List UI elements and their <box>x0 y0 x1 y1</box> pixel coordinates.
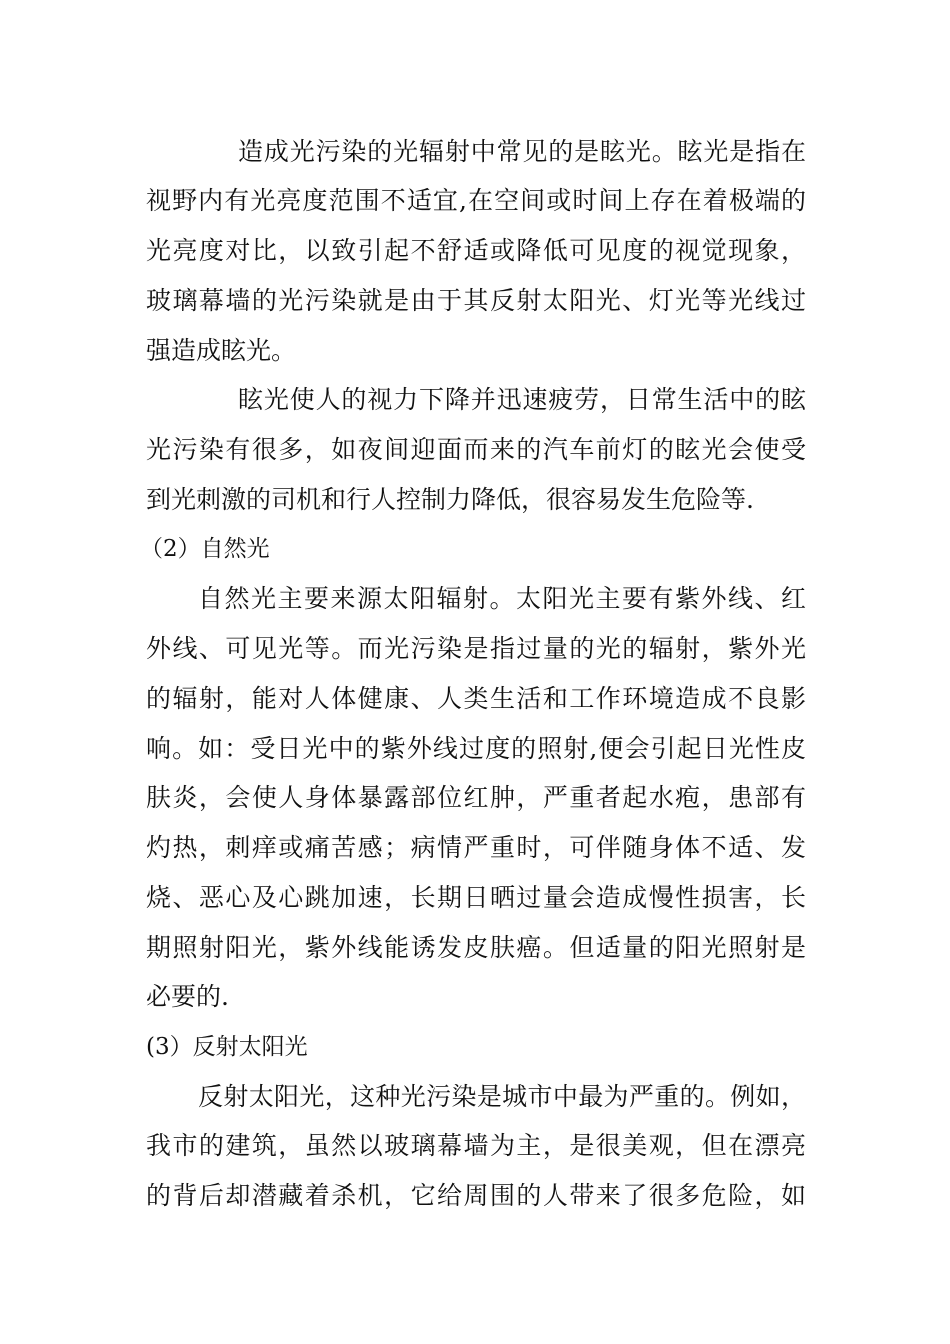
paragraph-line: 响。如：受日光中的紫外线过度的照射,便会引起日光性皮 <box>146 734 806 763</box>
paragraph-line: 光亮度对比，以致引起不舒适或降低可见度的视觉现象， <box>146 236 806 265</box>
paragraph-line: 必要的. <box>146 982 229 1011</box>
paragraph-line: 的辐射，能对人体健康、人类生活和工作环境造成不良影 <box>146 684 806 713</box>
paragraph-line: 的背后却潜藏着杀机，它给周围的人带来了很多危险，如 <box>146 1181 806 1210</box>
section-heading: （2）自然光 <box>140 536 270 562</box>
paragraph-line: 玻璃幕墙的光污染就是由于其反射太阳光、灯光等光线过 <box>146 286 806 315</box>
paragraph-line: 眩光使人的视力下降并迅速疲劳，日常生活中的眩 <box>238 385 806 414</box>
paragraph-line: 灼热，刺痒或痛苦感；病情严重时，可伴随身体不适、发 <box>146 833 806 862</box>
paragraph-line: 烧、恶心及心跳加速，长期日晒过量会造成慢性损害，长 <box>146 883 806 912</box>
paragraph-line: 视野内有光亮度范围不适宜,在空间或时间上存在着极端的 <box>146 186 806 215</box>
paragraph-line: 到光刺激的司机和行人控制力降低，很容易发生危险等. <box>146 485 754 514</box>
paragraph-line: 肤炎，会使人身体暴露部位红肿，严重者起水疱，患部有 <box>146 783 806 812</box>
paragraph-line: 期照射阳光，紫外线能诱发皮肤癌。但适量的阳光照射是 <box>146 933 806 962</box>
paragraph-line: 我市的建筑，虽然以玻璃幕墙为主，是很美观，但在漂亮 <box>146 1131 806 1160</box>
paragraph-line: 自然光主要来源太阳辐射。太阳光主要有紫外线、红 <box>198 584 806 613</box>
paragraph-line: 造成光污染的光辐射中常见的是眩光。眩光是指在 <box>238 137 806 166</box>
paragraph-line: 外线、可见光等。而光污染是指过量的光的辐射，紫外光 <box>146 634 806 663</box>
section-heading: (3）反射太阳光 <box>146 1034 308 1060</box>
paragraph-line: 反射太阳光，这种光污染是城市中最为严重的。例如， <box>198 1082 806 1111</box>
paragraph-line: 强造成眩光。 <box>146 336 297 365</box>
paragraph-line: 光污染有很多，如夜间迎面而来的汽车前灯的眩光会使受 <box>146 435 806 464</box>
